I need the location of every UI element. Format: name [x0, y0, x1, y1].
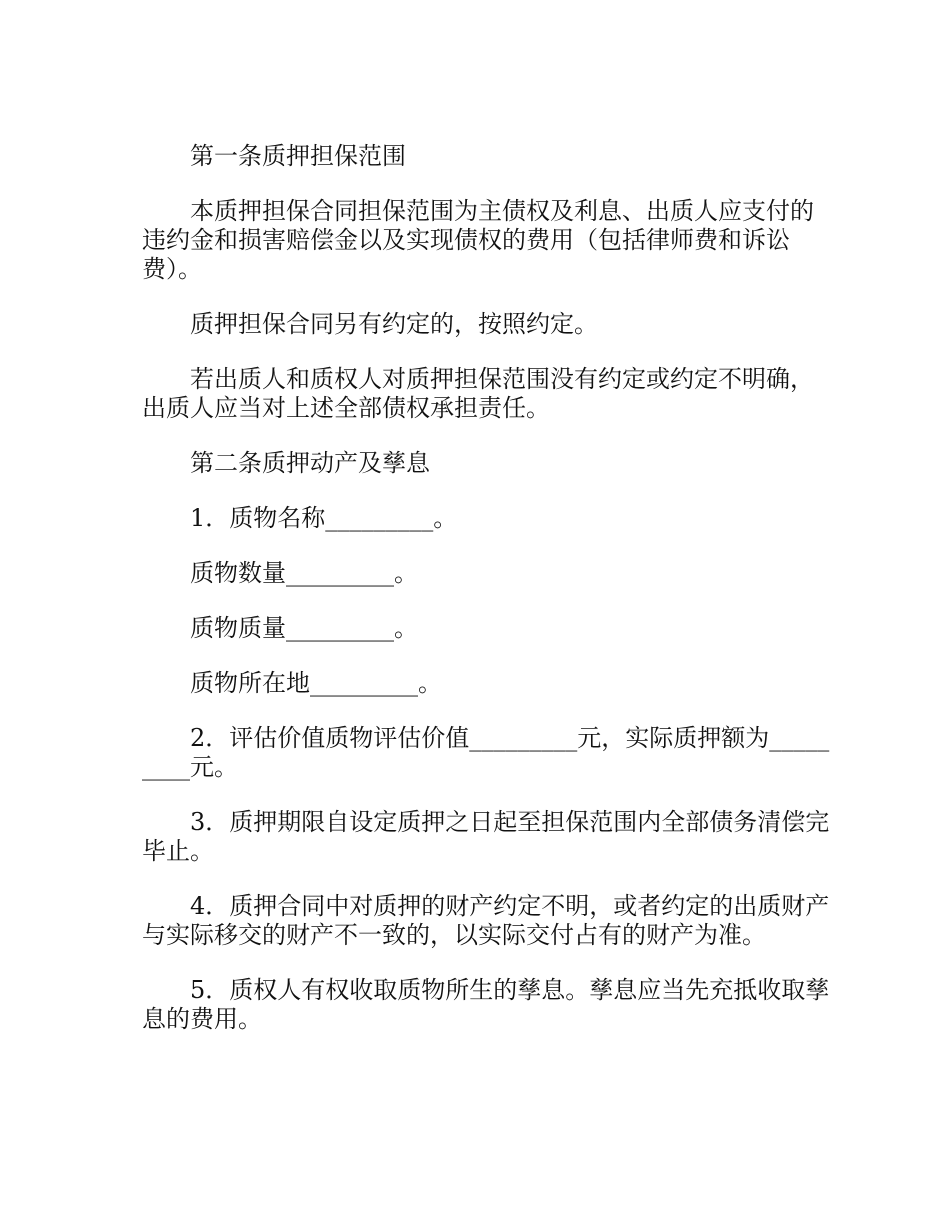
item-collateral-name: 1．质物名称_________。	[190, 504, 458, 532]
item-collateral-location: 质物所在地_________。	[190, 669, 442, 697]
item-fruits-collection: 5．质权人有权收取质物所生的孳息。孳息应当先充抵收取孳息的费用。	[142, 976, 830, 1033]
paragraph-other-agreement: 质押担保合同另有约定的，按照约定。	[190, 310, 598, 338]
paragraph-unclear-agreement: 若出质人和质权人对质押担保范围没有约定或约定不明确，出质人应当对上述全部债权承担责任。	[142, 365, 814, 422]
section-heading-collateral: 第二条质押动产及孳息	[190, 449, 430, 477]
item-collateral-quality: 质物质量_________。	[190, 614, 418, 642]
paragraph-scope-definition: 本质押担保合同担保范围为主债权及利息、出质人应支付的违约金和损害赔偿金以及实现债权的费用（包括律师费和诉讼费）。	[142, 197, 814, 283]
item-collateral-quantity: 质物数量_________。	[190, 559, 418, 587]
item-property-dispute: 4．质押合同中对质押的财产约定不明，或者约定的出质财产与实际移交的财产不一致的，以实际交付占有的财产为准。	[142, 892, 830, 949]
document-body	[142, 142, 832, 1060]
item-pledge-term: 3．质押期限自设定质押之日起至担保范围内全部债务清偿完毕止。	[142, 808, 830, 865]
section-heading-scope: 第一条质押担保范围	[190, 142, 406, 170]
item-valuation: 2．评估价值质物评估价值_________元，实际质押额为_________元。	[142, 724, 830, 781]
